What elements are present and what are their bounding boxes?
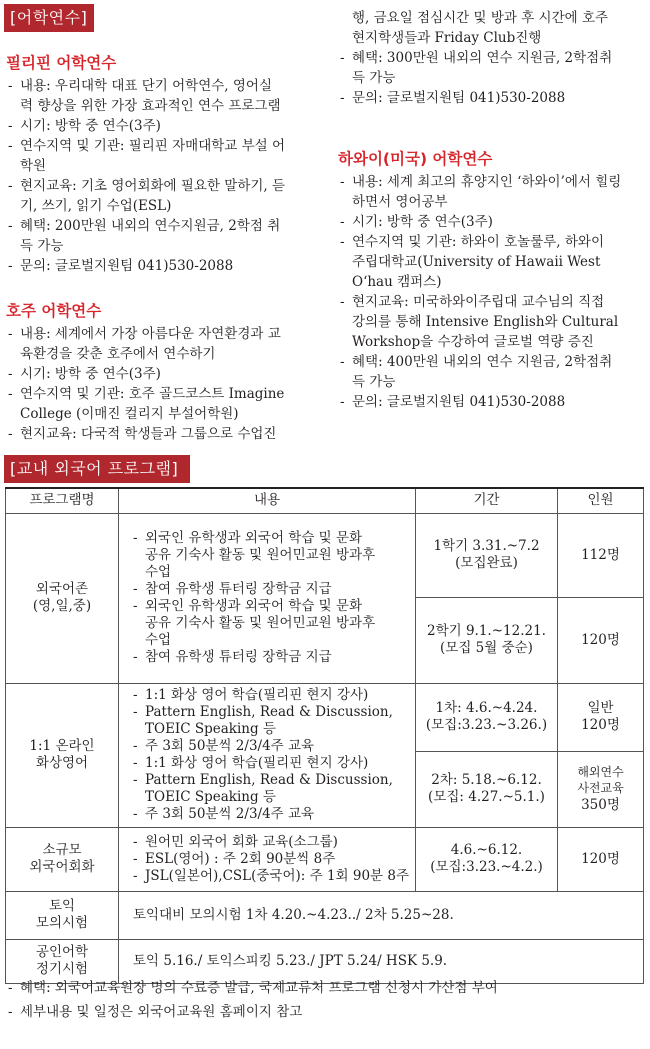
list-item-cont: 공유 기숙사 활동 및 원어민교원 방과후 [145,547,376,563]
philippines-contact: - 문의: 글로벌지원팀 041)530-2088 [6,256,320,276]
philippines-place: - 연수지역 및 기관: 필리핀 자매대학교 부설 어 [6,136,320,156]
online-name: 1:1 온라인 [29,738,95,754]
philippines-timing: - 시기: 방학 중 연수(3주) [6,116,320,136]
philippines-edu: - 현지교육: 기초 영어회화에 필요한 말하기, 듣 [6,176,320,196]
section-title-foreign-language-program: [교내 외국어 프로그램] [4,455,190,483]
list-item: - 참여 유학생 튜터링 장학금 지급 [133,581,409,598]
list-item-cont: 수업 [145,564,172,580]
philippines-title: 필리핀 어학연수 [6,54,117,72]
small-content-cell [119,827,416,891]
table-row [6,513,644,597]
australia-contact: - 문의: 글로벌지원팀 041)530-2088 [338,88,644,108]
list-item: - 주 3회 50분씩 2/3/4주 교육 [133,738,409,755]
hawaii-place-cont-1: 주립대학교(University of Hawaii West [352,254,601,270]
toeic-name-sub: 모의시험 [35,915,89,931]
village-content-cell [119,513,416,683]
hawaii-place-cont-2: O‘hau 캠퍼스) [352,274,442,290]
australia-place: - 연수지역 및 기관: 호주 골드코스트 Imagine [6,384,320,404]
australia-timing: - 시기: 방학 중 연수(3주) [6,364,320,384]
table-row [6,827,644,891]
hawaii-edu: - 현지교육: 미국하와이주립대 교수님의 직접 [338,292,644,312]
australia-benefit: - 혜택: 300만원 내외의 연수 지원금, 2학점취 [338,48,644,68]
toeic-content: 토익대비 모의시험 1차 4.20.~4.23../ 2차 5.25~28. [119,891,644,939]
header-program-name: 프로그램명 [6,488,119,513]
village-name-cell [6,513,119,683]
hawaii-title: 하와이(미국) 어학연수 [338,150,493,168]
list-item: - 1:1 화상 영어 학습(필리핀 현지 강사) [133,687,409,704]
australia-content-cont: 육환경을 갖춘 호주에서 연수하기 [20,346,216,362]
right-column [338,8,644,412]
village-people-2: 120명 [558,597,644,683]
online-people-2: 해외연수 사전교육 350명 [558,751,644,827]
australia-edu-cont-2: 현지학생들과 Friday Club진행 [352,30,542,46]
australia-benefit-cont: 득 가능 [352,70,396,86]
note-details: - 세부내용 및 일정은 외국어교육원 홈페이지 참고 [6,1000,644,1024]
table-header-row [6,488,644,513]
hawaii-content-cont: 하면서 영어공부 [352,194,448,210]
village-period-1: 1학기 3.31.~7.2 (모집완료) [416,513,558,597]
online-period-2: 2차: 5.18.~6.12. (모집: 4.27.~5.1.) [416,751,558,827]
philippines-benefit-cont: 득 가능 [20,238,64,254]
list-item: - 원어민 외국어 회화 교육(소그룹) [133,834,409,851]
list-item-cont: TOEIC Speaking 등 [145,789,276,805]
toeic-name: 토익 [48,898,76,914]
list-item-cont: TOEIC Speaking 등 [145,721,276,737]
toeic-name-cell [6,891,119,939]
small-people: 120명 [558,827,644,891]
australia-place-cont: College (이매진 컬리지 부설어학원) [20,406,239,422]
village-name: 외국어존 [35,581,89,597]
australia-edu: - 현지교육: 다국적 학생들과 그룹으로 수업진 [6,424,320,444]
list-item: - 1:1 화상 영어 학습(필리핀 현지 강사) [133,755,409,772]
hawaii-contact: - 문의: 글로벌지원팀 041)530-2088 [338,392,644,412]
australia-edu-cont-1: 행, 금요일 점심시간 및 방과 후 시간에 호주 [352,10,609,26]
village-people-1: 112명 [558,513,644,597]
online-period-1: 1차: 4.6.~4.24. (모집:3.23.~3.26.) [416,683,558,751]
table-row [6,891,644,939]
online-name-cell [6,683,119,827]
online-people-1: 일반 120명 [558,683,644,751]
hawaii-edu-cont-2: Workshop을 수강하여 글로벌 역량 증진 [352,334,594,350]
left-column [6,52,320,444]
philippines-place-cont: 학원 [20,158,47,174]
hawaii-content: - 내용: 세계 최고의 휴양지인 ‘하와이’에서 힐링 [338,172,644,192]
small-name: 소규모 [42,842,82,858]
list-item: - JSL(일본어),CSL(중국어): 주 1회 90분 8주 [133,868,409,885]
header-content: 내용 [119,488,416,513]
list-item-cont: 수업 [145,632,172,648]
list-item: - 참여 유학생 튜터링 장학금 지급 [133,649,409,666]
cert-name-sub: 정기시험 [35,961,89,977]
village-name-sub: (영,일,중) [32,598,92,614]
list-item: - ESL(영어) : 주 2회 90분씩 8주 [133,851,409,868]
philippines-content: - 내용: 우리대학 대표 단기 어학연수, 영어실 [6,76,320,96]
philippines-content-cont: 력 향상을 위한 가장 효과적인 연수 프로그램 [20,98,281,114]
program-table [5,487,644,984]
list-item: - 외국인 유학생과 외국어 학습 및 문화 [133,598,409,615]
header-period: 기간 [416,488,558,513]
list-item-cont: 공유 기숙사 활동 및 원어민교원 방과후 [145,615,376,631]
small-period: 4.6.~6.12. (모집:3.23.~4.2.) [416,827,558,891]
cert-name: 공인어학 [35,944,89,960]
village-period-2: 2학기 9.1.~12.21. (모집 5월 중순) [416,597,558,683]
online-name-sub: 화상영어 [35,755,89,771]
hawaii-place: - 연수지역 및 기관: 하와이 호놀룰루, 하와이 [338,232,644,252]
online-content-cell [119,683,416,827]
hawaii-benefit: - 혜택: 400만원 내외의 연수 지원금, 2학점취 [338,352,644,372]
hawaii-edu-cont-1: 강의를 통해 Intensive English와 Cultural [352,314,619,330]
list-item: - Pattern English, Read & Discussion, [133,704,409,721]
list-item: - 주 3회 50분씩 2/3/4주 교육 [133,806,409,823]
small-name-sub: 외국어회화 [29,859,95,875]
cert-content: 토익 5.16./ 토익스피킹 5.23./ JPT 5.24/ HSK 5.9. [119,939,644,983]
section-title-study-abroad: [어학연수] [4,4,94,32]
notes [6,976,644,1024]
philippines-benefit: - 혜택: 200만원 내외의 연수지원금, 2학점 취 [6,216,320,236]
hawaii-timing: - 시기: 방학 중 연수(3주) [338,212,644,232]
hawaii-benefit-cont: 득 가능 [352,374,396,390]
australia-title: 호주 어학연수 [6,302,102,320]
list-item: - Pattern English, Read & Discussion, [133,772,409,789]
note-benefit: - 혜택: 외국어교육원장 명의 수료증 발급, 국제교류처 프로그램 신청시 가산점 부여 [6,976,644,1000]
australia-content: - 내용: 세계에서 가장 아름다운 자연환경과 교 [6,324,320,344]
header-people: 인원 [558,488,644,513]
list-item: - 외국인 유학생과 외국어 학습 및 문화 [133,530,409,547]
table-row [6,683,644,751]
philippines-edu-cont: 기, 쓰기, 읽기 수업(ESL) [20,198,172,214]
small-name-cell [6,827,119,891]
